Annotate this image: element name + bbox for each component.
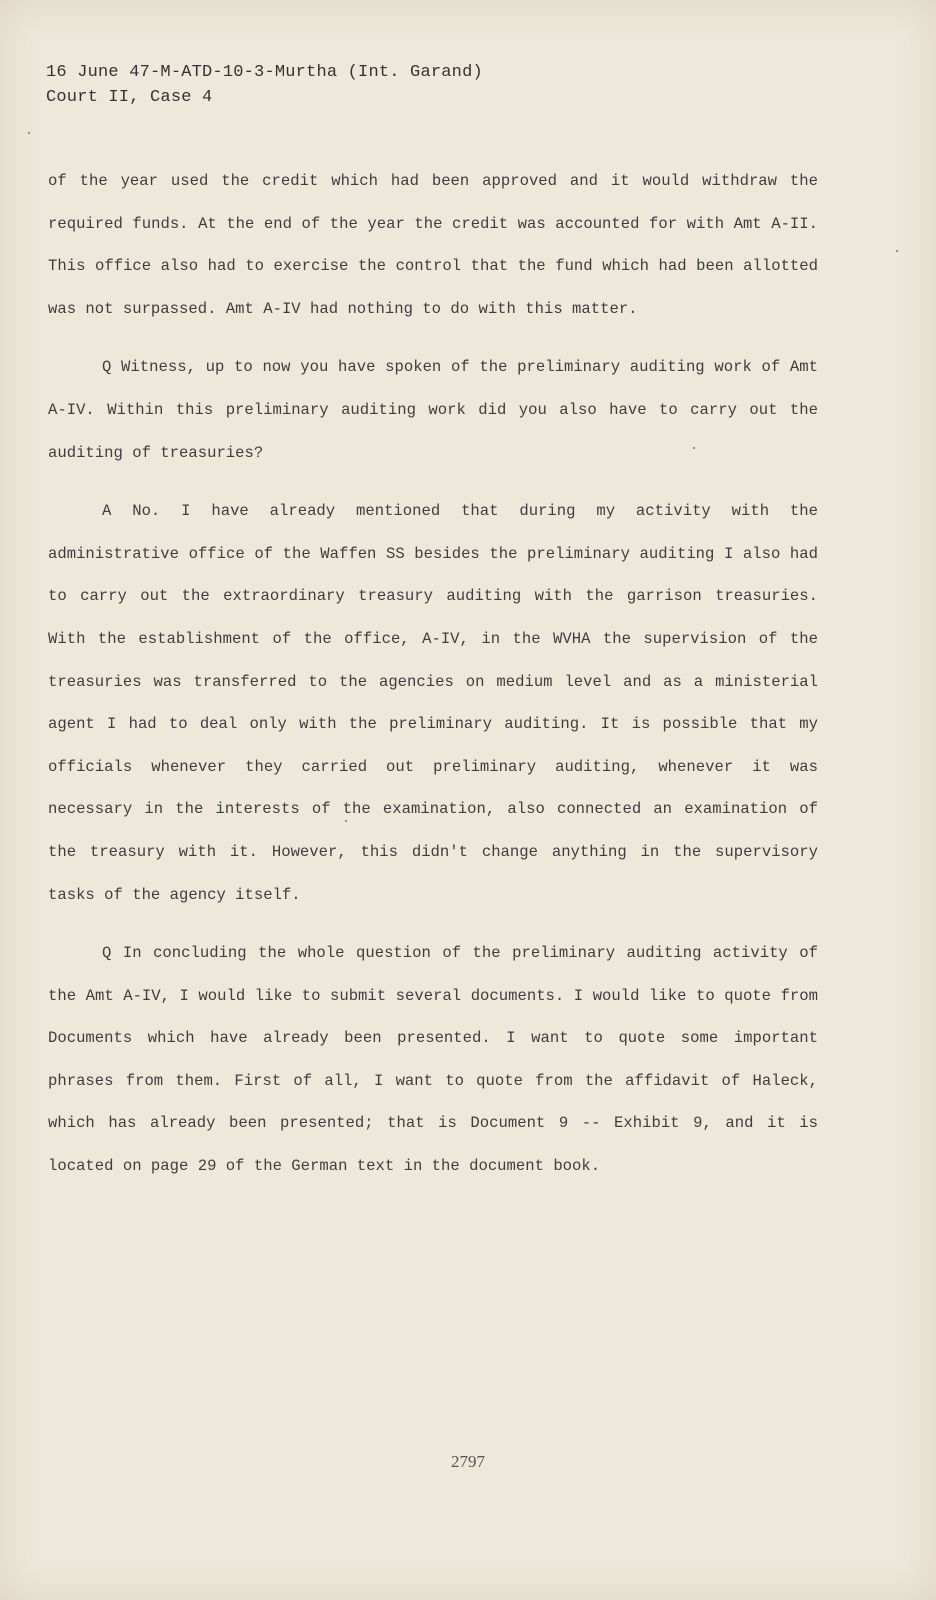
header-line-date-reference: 16 June 47-M-ATD-10-3-Murtha (Int. Garand) [46, 63, 483, 82]
document-header [46, 60, 483, 110]
paper-speck [28, 132, 30, 134]
paragraph-continuation: of the year used the credit which had been approved and it would withdraw the required funds. At the end of the year the credit was accounted for with Amt A-II. This office also had to exercise the control that the fund which had been allotted was not surpassed. Amt A-IV had nothing to do with this matter. [48, 172, 818, 318]
paragraph-question-documents: Q In concluding the whole question of the preliminary auditing activity of the Amt A-IV, I would like to submit several documents. I would like to quote from Documents which have already been presented. I want to quote some important phrases from them. First of all, I want to quote from the affidavit of Haleck, which has already been presented; that is Document 9 -- Exhibit 9, and it is located on page 29 of the German text in the document book. [48, 944, 818, 1176]
paragraph-question-treasuries: Q Witness, up to now you have spoken of the preliminary auditing work of Amt A-IV. Within this preliminary auditing work did you also have to carry out the auditing of treasuries? [48, 358, 818, 462]
header-line-court-case: Court II, Case 4 [46, 88, 213, 107]
paper-speck [693, 447, 695, 449]
paper-speck [345, 820, 347, 822]
paper-speck [896, 250, 898, 252]
page-number: 2797 [451, 1452, 485, 1471]
document-body [48, 160, 818, 1204]
paragraph-answer-treasury-auditing: A No. I have already mentioned that during my activity with the administrative office of the Waffen SS besides the preliminary auditing I also had to carry out the extraordinary treasury auditing with the garrison treasuries. With the establishment of the office, A-IV, in the WVHA the supervision of the treasuries was transferred to the agencies on medium level and as a ministerial agent I had to deal only with the preliminary auditing. It is possible that my officials whenever they carried out preliminary auditing, whenever it was necessary in the interests of the examination, also connected an examination of the treasury with it. However, this didn't change anything in the supervisory tasks of the agency itself. [48, 502, 818, 904]
